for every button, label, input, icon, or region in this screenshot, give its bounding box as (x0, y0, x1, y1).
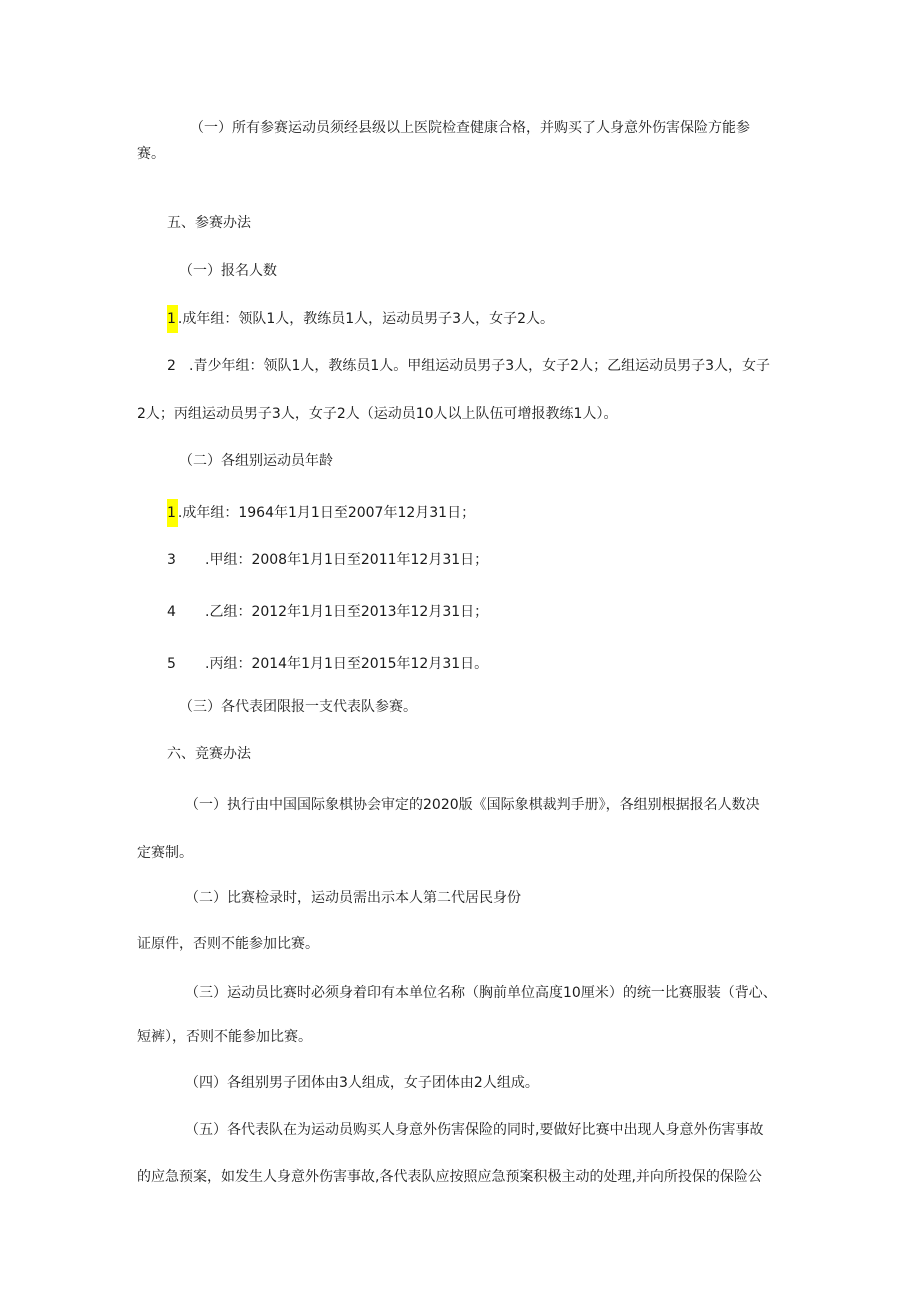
paragraph-rules-line-2: 定赛制。 (137, 845, 193, 861)
subheading-age-by-group: （二）各组别运动员年龄 (179, 453, 333, 469)
paragraph-rules-line-1: （一）执行由中国国际象棋协会审定的2020版《国际象棋裁判手册》，各组别根据报名人数决 (185, 797, 760, 813)
list-number: 5 (167, 656, 176, 672)
list-item-youth-group-count-continued: 2人；丙组运动员男子3人，女子2人（运动员10人以上队伍可增报教练1人）。 (137, 406, 618, 422)
paragraph-id-check-line-2: 证原件，否则不能参加比赛。 (137, 936, 319, 952)
section-heading-participation: 五、参赛办法 (167, 215, 251, 231)
section-heading-competition: 六、竞赛办法 (167, 746, 251, 762)
list-number: 3 (167, 552, 176, 568)
list-item-youth-group-count: 2 .青少年组：领队1人，教练员1人。甲组运动员男子3人，女子2人；乙组运动员男子3人，女子 (167, 358, 770, 374)
paragraph-emergency-line-1: （五）各代表队在为运动员购买人身意外伤害保险的同时,要做好比赛中出现人身意外伤害事故 (185, 1122, 764, 1138)
paragraph-team-composition: （四）各组别男子团体由3人组成，女子团体由2人组成。 (185, 1075, 539, 1091)
subheading-registration-count: （一）报名人数 (179, 263, 277, 279)
paragraph-uniform-line-1: （三）运动员比赛时必须身着印有本单位名称（胸前单位高度10厘米）的统一比赛服装（背心、 (185, 985, 777, 1001)
subheading-team-limit: （三）各代表团限报一支代表队参赛。 (179, 699, 417, 715)
list-item-group-a-age: 3 .甲组：2008年1月1日至2011年12月31日； (167, 552, 489, 568)
list-item-group-b-age: 4 .乙组：2012年1月1日至2013年12月31日； (167, 604, 489, 620)
list-item-group-c-age: 5 .丙组：2014年1月1日至2015年12月31日。 (167, 656, 489, 672)
paragraph-emergency-line-2: 的应急预案，如发生人身意外伤害事故,各代表队应按照应急预案积极主动的处理,并向所投保的保险公 (137, 1169, 762, 1185)
paragraph-uniform-line-2: 短裤），否则不能参加比赛。 (137, 1029, 312, 1045)
list-number: 4 (167, 604, 176, 620)
paragraph-id-check-line-1: （二）比赛检录时，运动员需出示本人第二代居民身份 (185, 890, 521, 906)
list-number-highlighted: 1 (167, 305, 178, 333)
paragraph-insurance-line-2: 赛。 (137, 146, 165, 162)
list-item-adult-group-count: 1 .成年组：领队1人，教练员1人，运动员男子3人，女子2人。 (167, 309, 554, 329)
list-number: 2 (167, 358, 176, 374)
list-number-highlighted: 1 (167, 499, 178, 527)
paragraph-insurance-line-1: （一）所有参赛运动员须经县级以上医院检查健康合格，并购买了人身意外伤害保险方能参 (190, 120, 750, 136)
list-item-adult-group-age: 1 .成年组：1964年1月1日至2007年12月31日； (167, 503, 475, 523)
